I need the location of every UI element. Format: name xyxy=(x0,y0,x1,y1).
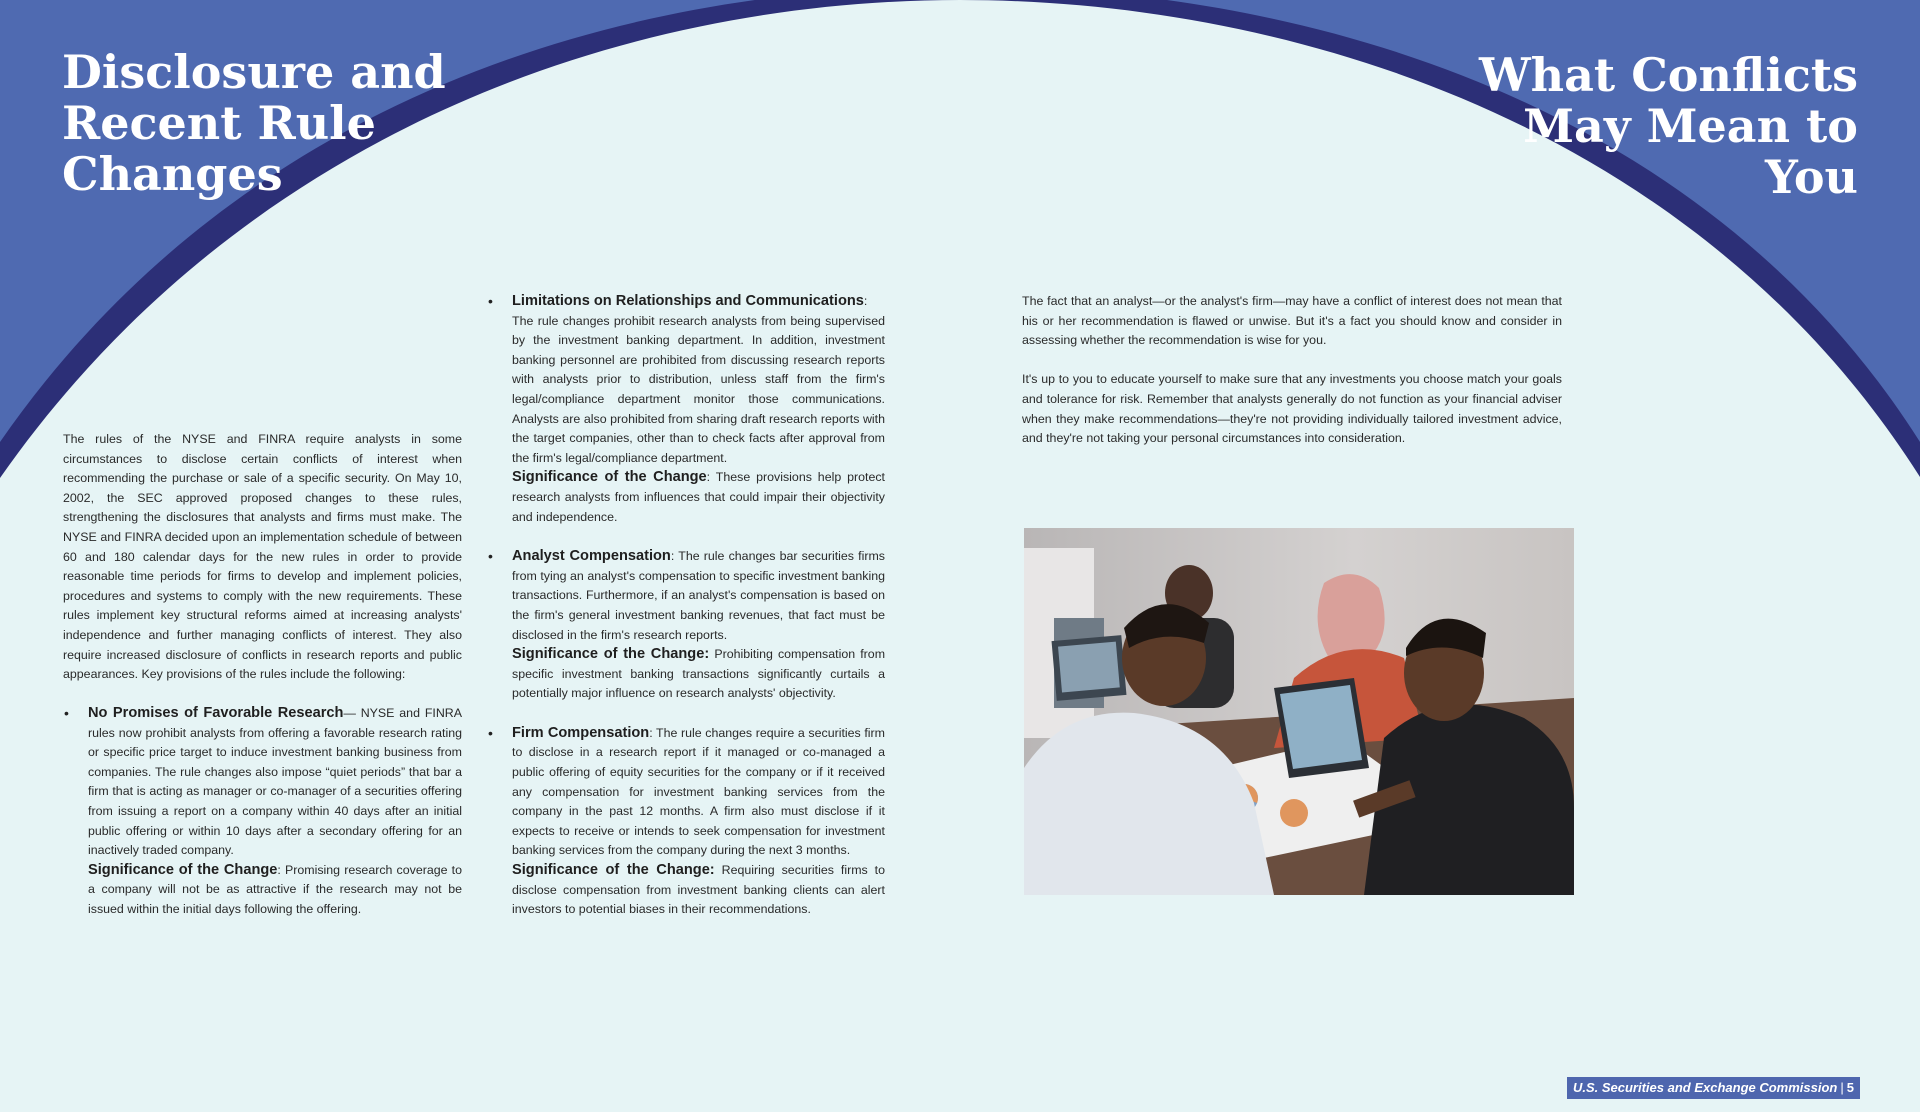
significance-body: Prohibiting compensation from specific investment banking transactions significantly curtails a potentially major influence on research analysts' objectivity. xyxy=(512,647,886,701)
bullet-heading: Analyst Compensation xyxy=(512,548,671,565)
title-line: May Mean to xyxy=(1523,99,1858,153)
bullet-heading-tail: : xyxy=(649,725,653,740)
page-number: 5 xyxy=(1846,1080,1854,1095)
footer-badge xyxy=(1567,1077,1860,1099)
bullet-heading: No Promises of Favorable Research xyxy=(88,705,344,721)
right-paragraph: It's up to you to educate yourself to make sure that any investments you choose match your goals and tolerance for risk. Remember that analysts generally do not function as your financial adviser when they make recommendations—they're not providing individually tailored investment advice, and they're not taking your personal circumstances into consideration. xyxy=(1022,372,1562,446)
bullet-heading: Limitations on Relationships and Communications xyxy=(512,293,864,309)
intro-column xyxy=(63,430,462,685)
significance-body: Requiring securities firms to disclose compensation from investment banking clients can alert investors to potential biases in their recommendations. xyxy=(512,863,885,917)
bullet-analyst-compensation xyxy=(487,547,885,704)
meeting-photo xyxy=(1024,528,1574,895)
title-line: Changes xyxy=(62,147,283,201)
title-line: Recent Rule xyxy=(62,96,376,150)
significance-label: Significance of the Change: xyxy=(512,646,710,663)
bullet-heading: Firm Compensation xyxy=(512,724,650,741)
right-page-title xyxy=(1438,50,1858,203)
bullet-body: The rule changes require a securities firm to disclose in a research report if it managed or co-managed a public offering of equity securities for the company or if it received any compensation for investment banking services from the company in the past 12 months. A firm also must disclose if it expects to receive or intends to seek compensation for investment banking services from the company during the next 3 months. xyxy=(512,725,886,858)
bullet-heading-tail: : xyxy=(863,294,868,308)
right-column-text xyxy=(1022,292,1562,449)
bullet-heading-tail: — xyxy=(343,706,356,720)
title-line: What Conflicts xyxy=(1479,48,1858,102)
bullet-body: The rule changes bar securities firms from tying an analyst's compensation to specific investment banking transactions. Furthermore, if an analyst's compensation is based on the firm's general investment banking revenues, that fact must be disclosed in the firm's research reports. xyxy=(512,549,886,642)
intro-paragraph: The rules of the NYSE and FINRA require analysts in some circumstances to disclose certain conflicts of interest when recommending the purchase or sale of a specific security. On May 10, 2002, the SEC approved proposed changes to these rules, strengthening the disclosures that analysts and firms must make. The NYSE and FINRA decided upon an implementation schedule of between 60 and 180 calendar days for the new rules in order to provide reasonable time periods for firms to develop and implement policies, procedures and systems to comply with the new requirements. These rules implement key structural reforms aimed at increasing analysts' independence and further managing conflicts of interest. They also require increased disclosure of conflicts in research reports and public appearances. Key provisions of the rules include the following: xyxy=(63,432,462,682)
footer-separator: | xyxy=(1840,1080,1844,1095)
significance-label: Significance of the Change xyxy=(88,861,278,878)
bullet-firm-compensation xyxy=(487,724,885,920)
bullet-heading-tail: : xyxy=(670,549,675,564)
left-column-list xyxy=(63,704,462,920)
left-page-title xyxy=(62,47,482,200)
bullet-body: NYSE and FINRA rules now prohibit analysts from offering a favorable research rating or specific price target to induce investment banking business from companies. The rule changes also impose “quiet periods” that bar a firm that is acting as manager or co-manager of a securities offering from issuing a report on a company within 40 days after an initial public offering or within 10 days after a secondary offering for an inactively traded company. xyxy=(88,706,462,858)
footer-org: U.S. Securities and Exchange Commission xyxy=(1572,1080,1838,1095)
significance-body: : Promising research coverage to a company will not be as attractive if the research may not be issued within the initial days following the offering. xyxy=(88,862,463,916)
bullet-no-promises xyxy=(63,704,462,920)
significance-label: Significance of the Change xyxy=(512,469,707,486)
title-line: Disclosure and xyxy=(62,45,446,99)
right-paragraph: The fact that an analyst—or the analyst's firm—may have a conflict of interest does not mean that his or her recommendation is flawed or unwise. But it's a fact you should know and consider in assessing whether the recommendation is wise for you. xyxy=(1022,294,1562,348)
significance-body: : These provisions help protect research analysts from influences that could impair their objectivity and independence. xyxy=(512,470,885,524)
significance-label: Significance of the Change: xyxy=(512,862,715,879)
middle-column-list xyxy=(487,292,885,920)
bullet-limitations xyxy=(487,292,885,527)
title-line: You xyxy=(1765,150,1858,204)
bullet-body: The rule changes prohibit research analysts from being supervised by the investment banking department. In addition, investment banking personnel are prohibited from discussing research reports with analysts prior to distribution, unless staff from the firm's legal/compliance department monitor those communications. Analysts are also prohibited from sharing draft research reports with the target companies, other than to check facts after approval from the firm's legal/compliance department. xyxy=(512,313,885,465)
